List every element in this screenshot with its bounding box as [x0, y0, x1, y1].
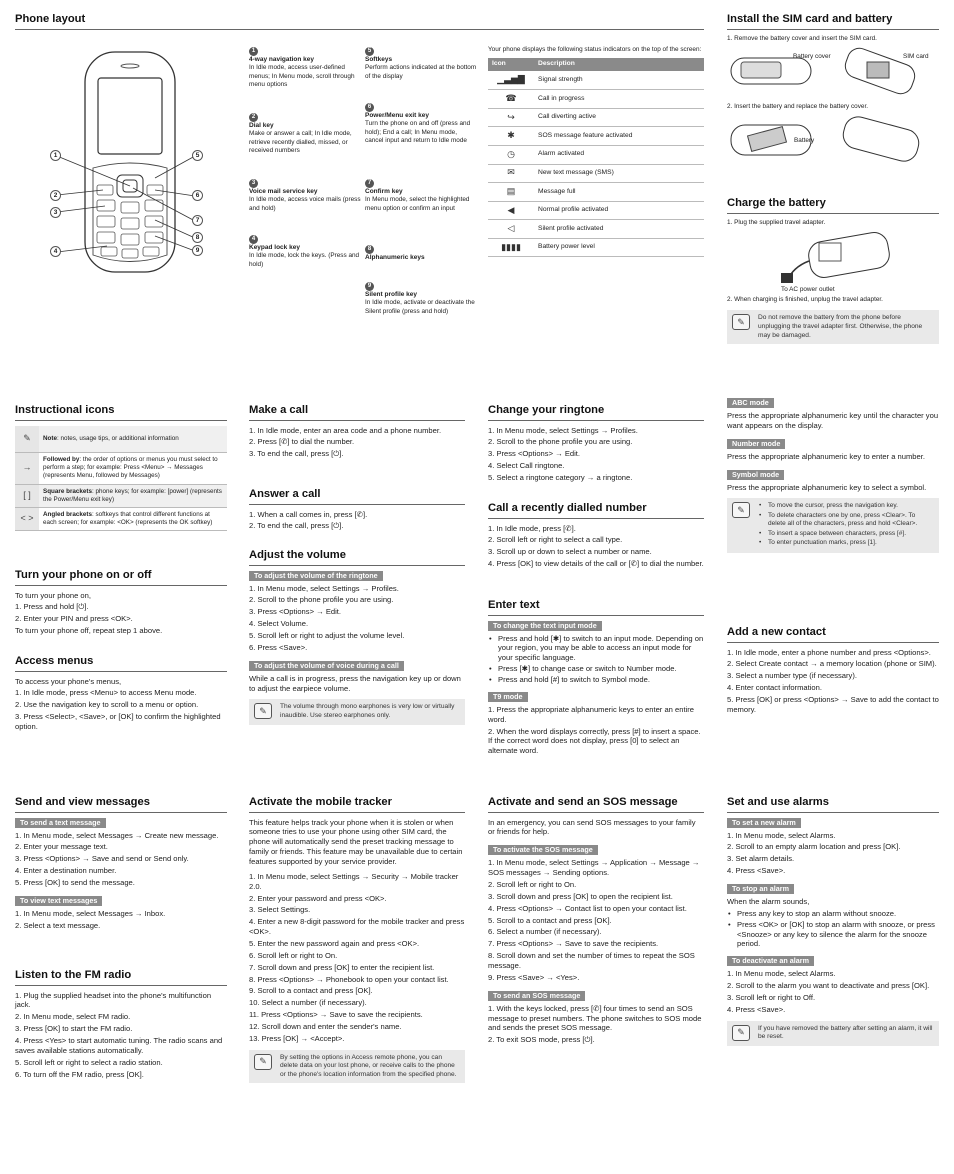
section-title: Send and view messages [15, 795, 227, 813]
phone-illustration [45, 50, 215, 275]
note-icon: ✎ [732, 502, 750, 518]
callout-8: 8 [192, 232, 203, 243]
battery-illustration [727, 113, 939, 165]
table-row: ☎ Call in progress [488, 90, 704, 109]
recent-number: Call a recently dialled number 1. In Idle mode, press [✆]. 2. Scroll left or right to select a call type. 3. Scroll up or down to select a number or name. 4. Press [OK] to view details of the call or [✆] to dial the number. [488, 502, 704, 569]
sim-section [727, 12, 939, 168]
subheading: To change the text input mode [488, 621, 602, 631]
section-title: Set and use alarms [727, 795, 939, 813]
note-icon: ✎ [254, 703, 272, 719]
step-text: 1. Remove the battery cover and insert the SIM card. [727, 34, 877, 42]
section-title: Enter text [488, 598, 704, 616]
subheading: To adjust the volume of voice during a call [249, 661, 404, 671]
instr-table [15, 426, 227, 532]
legend-item: 8 Alphanumeric keys [365, 246, 425, 261]
section-title: Adjust the volume [249, 548, 465, 566]
silent-profile-icon: ◁ [488, 220, 534, 239]
charge-section [727, 196, 939, 344]
alarms: Set and use alarms To set a new alarm 1. In Menu mode, select Alarms. 2. Scroll to an empty alarm location and press [OK]. 3. Set alarm details. 4. Press <Save>. To stop an alarm When the alarm sounds, • Press any key to stop an alarm without snooze. • Press <OK> or [OK] to stop an alarm with snooze, or press <Snooze> or any key to silence the alarm for the snooze period. To deactivate an alarm 1. In Menu mode, select Alarms. 2. Scroll to the alarm you want to deactivate and press [OK]. 3. Scroll left or right to Off. 4. Press <Save>. ✎ If you have removed the battery after setting an alarm, it will be reset. [727, 795, 939, 1046]
table-row: ◀ Normal profile activated [488, 201, 704, 220]
table-row: ◷ Alarm activated [488, 145, 704, 164]
tracker-note: ✎ By setting the options in Access remote phone, you can delete data on your lost phone, or receive calls to the phone or the phone's location information from the specified phone. [249, 1050, 465, 1084]
legend-item: 6 Power/Menu exit key Turn the phone on and off (press and hold); End a call; In Menu mode, cancel input and return to Idle mode [365, 104, 471, 145]
status-intro: Your phone displays the following status indicators on the top of the screen: [488, 46, 702, 53]
input-modes: ABC mode Press the appropriate alphanumeric key until the character you want appears on the display. Number mode Press the appropriate alphanumeric key to enter a number. Symbol mode Press the appropriate alphanumeric key to select a symbol. ✎ • To move the cursor, press the navigation key. • To delete characters one by one, press <Clear>. To delete all of the characters, press and hold <Clear>. • To insert a space between characters, press [#]. • To enter punctuation marks, press [1]. [727, 398, 939, 553]
angle-icon: < > [15, 507, 39, 530]
table-row: ▁▃▅▇ Signal strength [488, 71, 704, 90]
alarm-icon: ◷ [488, 145, 534, 164]
table-row: ✉ New text message (SMS) [488, 164, 704, 183]
charge-note: ✎ Do not remove the battery from the phone before unplugging the travel adapter first. Otherwise, the phone may be damaged. [727, 310, 939, 344]
volume-note: ✎ The volume through mono earphones is very low or virtually inaudible. Use stereo earphones only. [249, 699, 465, 724]
subheading: To stop an alarm [727, 884, 794, 894]
callout-4: 4 [50, 246, 61, 257]
subheading: Symbol mode [727, 470, 784, 480]
turn-on-off: Turn your phone on or off To turn your phone on, 1. Press and hold [⏻]. 2. Enter your PIN and press <OK>. To turn your phone off, repeat step 1 above. [15, 568, 227, 638]
callout-6: 6 [192, 190, 203, 201]
label-sim-card: SIM card [903, 53, 929, 60]
note-icon: ✎ [254, 1054, 272, 1070]
legend-item: 1 4-way navigation key In Idle mode, access user-defined menus; In Menu mode, scroll through menu options [249, 48, 355, 89]
sms-icon: ✉ [488, 164, 534, 183]
normal-profile-icon: ◀ [488, 201, 534, 220]
section-title: Instructional icons [15, 403, 227, 421]
table-row: ▤ Message full [488, 183, 704, 202]
add-contact: Add a new contact 1. In Idle mode, enter a phone number and press <Options>. 2. Select Create contact → a memory location (phone or SIM). 3. Select a number type (if necessary). 4. Enter contact information. 5. Press [OK] or press <Options> → Save to add the contact to memory. [727, 626, 939, 714]
enter-text: Enter text To change the text input mode • Press and hold [✱] to switch to an input mode. Depending on your region, you may be able to access an input mode for your specific language. • Press [✱] to change case or switch to Number mode. • Press and hold [#] to switch to Symbol mode. T9 mode 1. Press the appropriate alphanumeric keys to enter an entire word. 2. When the word displays correctly, press [#] to insert a space. If the correct word does not display, press [0] to select an alternate word. [488, 598, 704, 758]
subheading: To set a new alarm [727, 818, 801, 828]
table-row: ↪ Call diverting active [488, 108, 704, 127]
status-indicators [488, 46, 704, 257]
call-icon: ☎ [488, 90, 534, 109]
section-title: Install the SIM card and battery [727, 12, 939, 30]
callout-3: 3 [50, 207, 61, 218]
subheading: To send an SOS message [488, 991, 585, 1001]
messages: Send and view messages To send a text message 1. In Menu mode, select Messages → Create new message. 2. Enter your message text. 3. Press <Options> → Save and send or Send only. 4. Enter a destination number. 5. Press [OK] to send the message. To view text messages 1. In Menu mode, select Messages → Inbox. 2. Select a text message. [15, 795, 227, 933]
legend-item: 4 Keypad lock key In Idle mode, lock the keys. (Press and hold) [249, 236, 360, 268]
access-menus: Access menus To access your phone's menus, 1. In Idle mode, press <Menu> to access Menu mode. 2. Use the navigation key to scroll to a menu or option. 3. Press <Select>, <Save>, or [OK] to confirm the highlighted option. [15, 654, 227, 734]
subheading: Number mode [727, 439, 785, 449]
section-title: Turn your phone on or off [15, 568, 227, 586]
table-row: < > Angled brackets: softkeys that control different functions at each screen; for example: <OK> (represents the OK softkey) [15, 507, 227, 530]
divert-icon: ↪ [488, 108, 534, 127]
charger-illustration [727, 227, 939, 285]
section-title: Call a recently dialled number [488, 501, 704, 519]
legend-item: 3 Voice mail service key In Idle mode, access voice mails (press and hold) [249, 180, 361, 212]
subheading: To send a text message [15, 818, 106, 828]
callout-9: 9 [192, 245, 203, 256]
callout-1: 1 [50, 150, 61, 161]
callout-5: 5 [192, 150, 203, 161]
arrow-icon: → [15, 453, 39, 485]
section-title: Activate and send an SOS message [488, 795, 704, 813]
adjust-volume: Adjust the volume To adjust the volume of the ringtone 1. In Menu mode, select Settings → Profiles. 2. Scroll to the phone profile you are using. 3. Press <Options> → Edit. 4. Select Volume. 5. Scroll left or right to adjust the volume level. 6. Press <Save>. To adjust the volume of voice during a call While a call is in progress, press the navigation key up or down to adjust the earpiece volume. ✎ The volume through mono earphones is very low or virtually inaudible. Use stereo earphones only. [249, 548, 465, 725]
section-title: Add a new contact [727, 625, 939, 643]
legend-item: 9 Silent profile key In Idle mode, activate or deactivate the Silent profile (press and hold) [365, 283, 475, 315]
legend-item: 2 Dial key Make or answer a call; In Idle mode, retrieve recently dialled, missed, or received numbers [249, 114, 352, 155]
table-row: ▮▮▮▮ Battery power level [488, 238, 704, 257]
callout-7: 7 [192, 215, 203, 226]
table-row: ✎ Note: notes, usage tips, or additional information [15, 426, 227, 453]
sos-icon: ✱ [488, 127, 534, 146]
table-row: → Followed by: the order of options or menus you must select to perform a step; for example: Press <Menu> → Messages (represents Menu, followed by Messages) [15, 453, 227, 485]
col-desc: Description [534, 58, 704, 71]
subheading: ABC mode [727, 398, 774, 408]
section-title: Make a call [249, 403, 465, 421]
status-table [488, 58, 704, 257]
phone-layout-section [15, 12, 704, 35]
section-title: Charge the battery [727, 196, 939, 214]
instructional-icons [15, 403, 227, 531]
section-title: Phone layout [15, 12, 704, 30]
answer-call: Answer a call 1. When a call comes in, press [✆]. 2. To end the call, press [⏻]. [249, 487, 465, 533]
sos-message: Activate and send an SOS message In an emergency, you can send SOS messages to your family or friends for help. To activate the SOS message 1. In Menu mode, select Settings → Application → Message → SOS messages → Sending options. 2. Scroll left or right to On. 3. Scroll down and press [OK] to open the recipient list. 4. Press <Options> → Contact list to open your contact list. 5. Scroll to a contact and press [OK]. 6. Select a number (if necessary). 7. Press <Options> → Save to save the recipients. 8. Scroll down and set the number of times to repeat the SOS message. 9. Press <Save> → <Yes>. To send an SOS message 1. With the keys locked, press [✆] four times to send an SOS message to preset numbers. The phone switches to SOS mode and sends the preset SOS message. 2. To exit SOS mode, press [⏻]. [488, 795, 704, 1047]
step-text: 1. Plug the supplied travel adapter. [727, 218, 826, 226]
legend-item: 5 Softkeys Perform actions indicated at the bottom of the display [365, 48, 477, 80]
col-icon: Icon [488, 58, 534, 71]
bracket-icon: [ ] [15, 484, 39, 507]
label-battery: Battery [794, 137, 815, 144]
section-title: Listen to the FM radio [15, 968, 227, 986]
step-text: 2. When charging is finished, unplug the travel adapter. [727, 296, 883, 304]
subheading: To deactivate an alarm [727, 956, 814, 966]
section-title: Access menus [15, 654, 227, 672]
section-title: Change your ringtone [488, 403, 704, 421]
note-icon: ✎ [15, 426, 39, 453]
mobile-tracker: Activate the mobile tracker This feature helps track your phone when it is stolen or when someone tries to use your phone using other SIM card, the phone will automatically send the preset tracking message to family or friends. This feature may be unavailable due to certain features supported by your service provider. 1. In Menu mode, select Settings → Security → Mobile tracker 2.0. 2. Enter your password and press <OK>. 3. Select Settings. 4. Enter a new 8-digit password for the mobile tracker and press <OK>. 5. Enter the new password again and press <OK>. 6. Scroll left or right to On. 7. Scroll down and press [OK] to enter the recipient list. 8. Press <Options> → Phonebook to open your contact list. 9. Scroll to a contact and press [OK]. 10. Select a number (if necessary). 11. Press <Options> → Save to save the recipients. 12. Scroll down and enter the sender's name. 13. Press [OK] → <Accept>. ✎ By setting the options in Access remote phone, you can delete data on your lost phone, or receive calls to the phone or the phone's location information from the specified phone. [249, 795, 465, 1083]
change-ringtone: Change your ringtone 1. In Menu mode, select Settings → Profiles. 2. Scroll to the phone profile you are using. 3. Press <Options> → Edit. 4. Select Call ringtone. 5. Select a ringtone category → a ringtone. [488, 403, 704, 485]
note-icon: ✎ [732, 314, 750, 330]
make-call: Make a call 1. In Idle mode, enter an area code and a phone number. 2. Press [✆] to dial the number. 3. To end the call, press [⏻]. [249, 403, 465, 461]
alarm-note: ✎ If you have removed the battery after setting an alarm, it will be reset. [727, 1021, 939, 1046]
battery-icon: ▮▮▮▮ [488, 238, 534, 257]
message-full-icon: ▤ [488, 183, 534, 202]
section-title: Answer a call [249, 487, 465, 505]
label-ac-outlet: To AC power outlet [781, 285, 835, 293]
modes-note: ✎ • To move the cursor, press the navigation key. • To delete characters one by one, press <Clear>. To delete all of the characters, press and hold <Clear>. • To insert a space between characters, press [#]. • To enter punctuation marks, press [1]. [727, 498, 939, 552]
section-title: Activate the mobile tracker [249, 795, 465, 813]
label-battery-cover: Battery cover [793, 53, 831, 60]
callout-2: 2 [50, 190, 61, 201]
table-row: [ ] Square brackets: phone keys; for example: [power] (represents the Power/Menu exit key) [15, 484, 227, 507]
signal-icon: ▁▃▅▇ [488, 71, 534, 90]
table-row: ◁ Silent profile activated [488, 220, 704, 239]
fm-radio: Listen to the FM radio 1. Plug the supplied headset into the phone's multifunction jack. 2. In Menu mode, select FM radio. 3. Press [OK] to start the FM radio. 4. Press <Yes> to start automatic tuning. The radio scans and saves available stations automatically. 5. Scroll left or right to select a radio station. 6. To turn off the FM radio, press [OK]. [15, 968, 227, 1081]
subheading: To adjust the volume of the ringtone [249, 571, 383, 581]
note-icon: ✎ [732, 1025, 750, 1041]
table-row: ✱ SOS message feature activated [488, 127, 704, 146]
subheading: T9 mode [488, 692, 528, 702]
subheading: To activate the SOS message [488, 845, 598, 855]
legend-item: 7 Confirm key In Menu mode, select the highlighted menu option or confirm an input [365, 180, 470, 212]
step-text: 2. Insert the battery and replace the battery cover. [727, 102, 869, 110]
subheading: To view text messages [15, 896, 102, 906]
